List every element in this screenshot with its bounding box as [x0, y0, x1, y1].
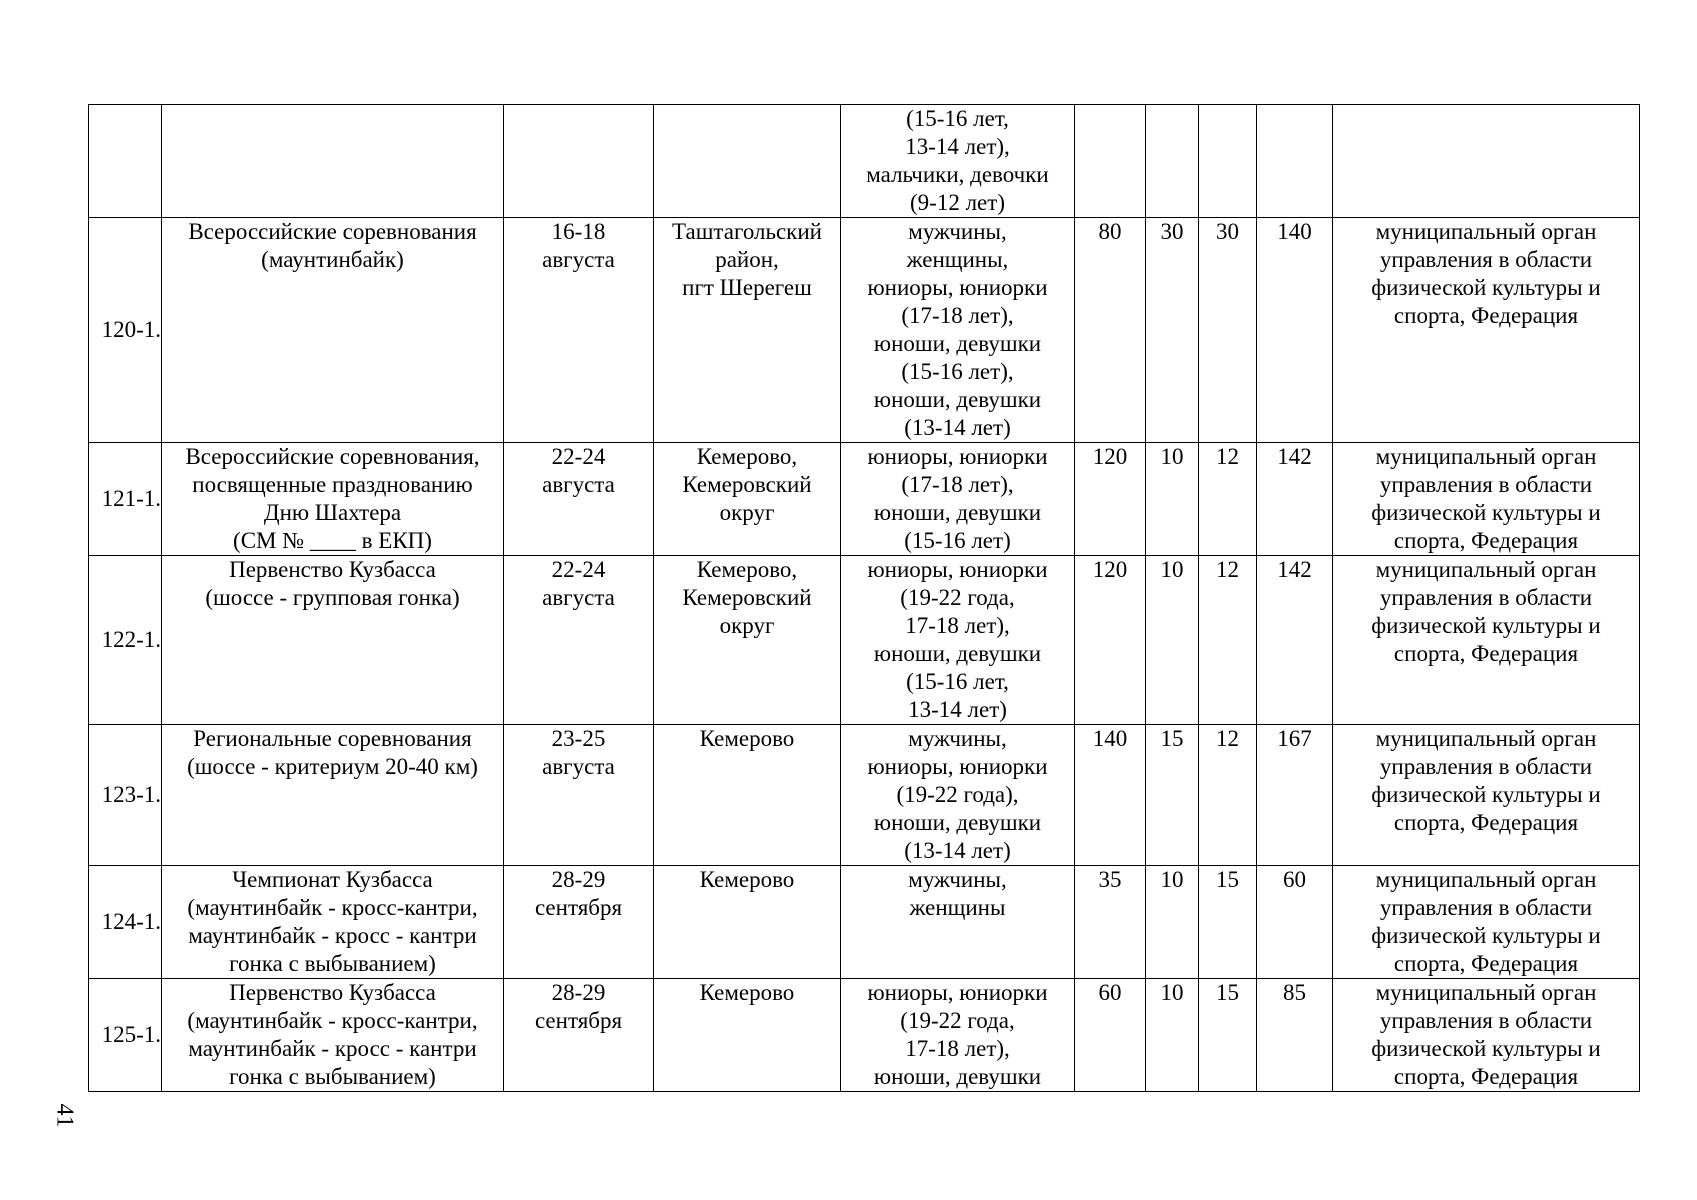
row-number: 124-1.	[89, 866, 162, 979]
event-participants: юниоры, юниорки (19-22 года, 17-18 лет), юноши, девушки	[841, 979, 1075, 1092]
event-place: Кемерово	[654, 725, 841, 866]
event-place	[654, 105, 841, 218]
row-number: 120-1.	[89, 218, 162, 443]
event-place: Кемерово	[654, 866, 841, 979]
organizer: муниципальный орган управления в области физической культуры и спорта, Федерация	[1333, 218, 1640, 443]
page-number: 41	[51, 1103, 78, 1128]
count-2: 10	[1146, 556, 1199, 725]
count-1: 60	[1075, 979, 1146, 1092]
count-3: 12	[1199, 725, 1257, 866]
row-number	[89, 105, 162, 218]
event-dates: 22-24 августа	[504, 443, 654, 556]
count-3: 15	[1199, 866, 1257, 979]
count-3: 30	[1199, 218, 1257, 443]
count-1	[1075, 105, 1146, 218]
count-2: 10	[1146, 443, 1199, 556]
event-dates: 28-29 сентября	[504, 979, 654, 1092]
row-number: 122-1.	[89, 556, 162, 725]
event-participants: мужчины, юниоры, юниорки (19-22 года), юноши, девушки (13-14 лет)	[841, 725, 1075, 866]
event-name: Региональные соревнования (шоссе - критериум 20-40 км)	[162, 725, 504, 866]
count-total: 167	[1257, 725, 1333, 866]
event-name: Всероссийские соревнования, посвященные празднованию Дню Шахтера (СМ № ____ в ЕКП)	[162, 443, 504, 556]
count-2: 15	[1146, 725, 1199, 866]
table-row	[89, 443, 1640, 556]
count-3: 12	[1199, 443, 1257, 556]
count-total: 142	[1257, 443, 1333, 556]
row-number: 123-1.	[89, 725, 162, 866]
table-row	[89, 105, 1640, 218]
table-row	[89, 866, 1640, 979]
event-name: Первенство Кузбасса (маунтинбайк - кросс-кантри, маунтинбайк - кросс - кантри гонка с выбыванием)	[162, 979, 504, 1092]
count-total: 85	[1257, 979, 1333, 1092]
count-3: 15	[1199, 979, 1257, 1092]
table-row	[89, 556, 1640, 725]
row-number: 121-1.	[89, 443, 162, 556]
organizer: муниципальный орган управления в области физической культуры и спорта, Федерация	[1333, 979, 1640, 1092]
count-total	[1257, 105, 1333, 218]
event-place: Таштагольский район, пгт Шерегеш	[654, 218, 841, 443]
event-participants: юниоры, юниорки (19-22 года, 17-18 лет), юноши, девушки (15-16 лет, 13-14 лет)	[841, 556, 1075, 725]
event-name: Первенство Кузбасса (шоссе - групповая гонка)	[162, 556, 504, 725]
event-name: Чемпионат Кузбасса (маунтинбайк - кросс-кантри, маунтинбайк - кросс - кантри гонка с выбыванием)	[162, 866, 504, 979]
organizer	[1333, 105, 1640, 218]
count-3	[1199, 105, 1257, 218]
count-1: 35	[1075, 866, 1146, 979]
row-number: 125-1.	[89, 979, 162, 1092]
count-total: 140	[1257, 218, 1333, 443]
count-2: 10	[1146, 866, 1199, 979]
count-1: 80	[1075, 218, 1146, 443]
organizer: муниципальный орган управления в области физической культуры и спорта, Федерация	[1333, 556, 1640, 725]
count-2: 30	[1146, 218, 1199, 443]
count-3: 12	[1199, 556, 1257, 725]
event-participants: юниоры, юниорки (17-18 лет), юноши, девушки (15-16 лет)	[841, 443, 1075, 556]
table-row	[89, 979, 1640, 1092]
event-place: Кемерово, Кемеровский округ	[654, 443, 841, 556]
event-participants: мужчины, женщины	[841, 866, 1075, 979]
count-total: 60	[1257, 866, 1333, 979]
event-participants: (15-16 лет, 13-14 лет), мальчики, девочки (9-12 лет)	[841, 105, 1075, 218]
event-dates: 16-18 августа	[504, 218, 654, 443]
count-total: 142	[1257, 556, 1333, 725]
event-name: Всероссийские соревнования (маунтинбайк)	[162, 218, 504, 443]
count-2: 10	[1146, 979, 1199, 1092]
organizer: муниципальный орган управления в области физической культуры и спорта, Федерация	[1333, 725, 1640, 866]
event-place: Кемерово	[654, 979, 841, 1092]
event-place: Кемерово, Кемеровский округ	[654, 556, 841, 725]
count-2	[1146, 105, 1199, 218]
table-row	[89, 218, 1640, 443]
events-table	[88, 104, 1640, 1092]
organizer: муниципальный орган управления в области физической культуры и спорта, Федерация	[1333, 443, 1640, 556]
event-dates: 23-25 августа	[504, 725, 654, 866]
event-dates: 28-29 сентября	[504, 866, 654, 979]
count-1: 120	[1075, 443, 1146, 556]
event-dates: 22-24 августа	[504, 556, 654, 725]
organizer: муниципальный орган управления в области физической культуры и спорта, Федерация	[1333, 866, 1640, 979]
event-dates	[504, 105, 654, 218]
count-1: 120	[1075, 556, 1146, 725]
count-1: 140	[1075, 725, 1146, 866]
table-row	[89, 725, 1640, 866]
event-name	[162, 105, 504, 218]
event-participants: мужчины, женщины, юниоры, юниорки (17-18 лет), юноши, девушки (15-16 лет), юноши, девушки (13-14 лет)	[841, 218, 1075, 443]
